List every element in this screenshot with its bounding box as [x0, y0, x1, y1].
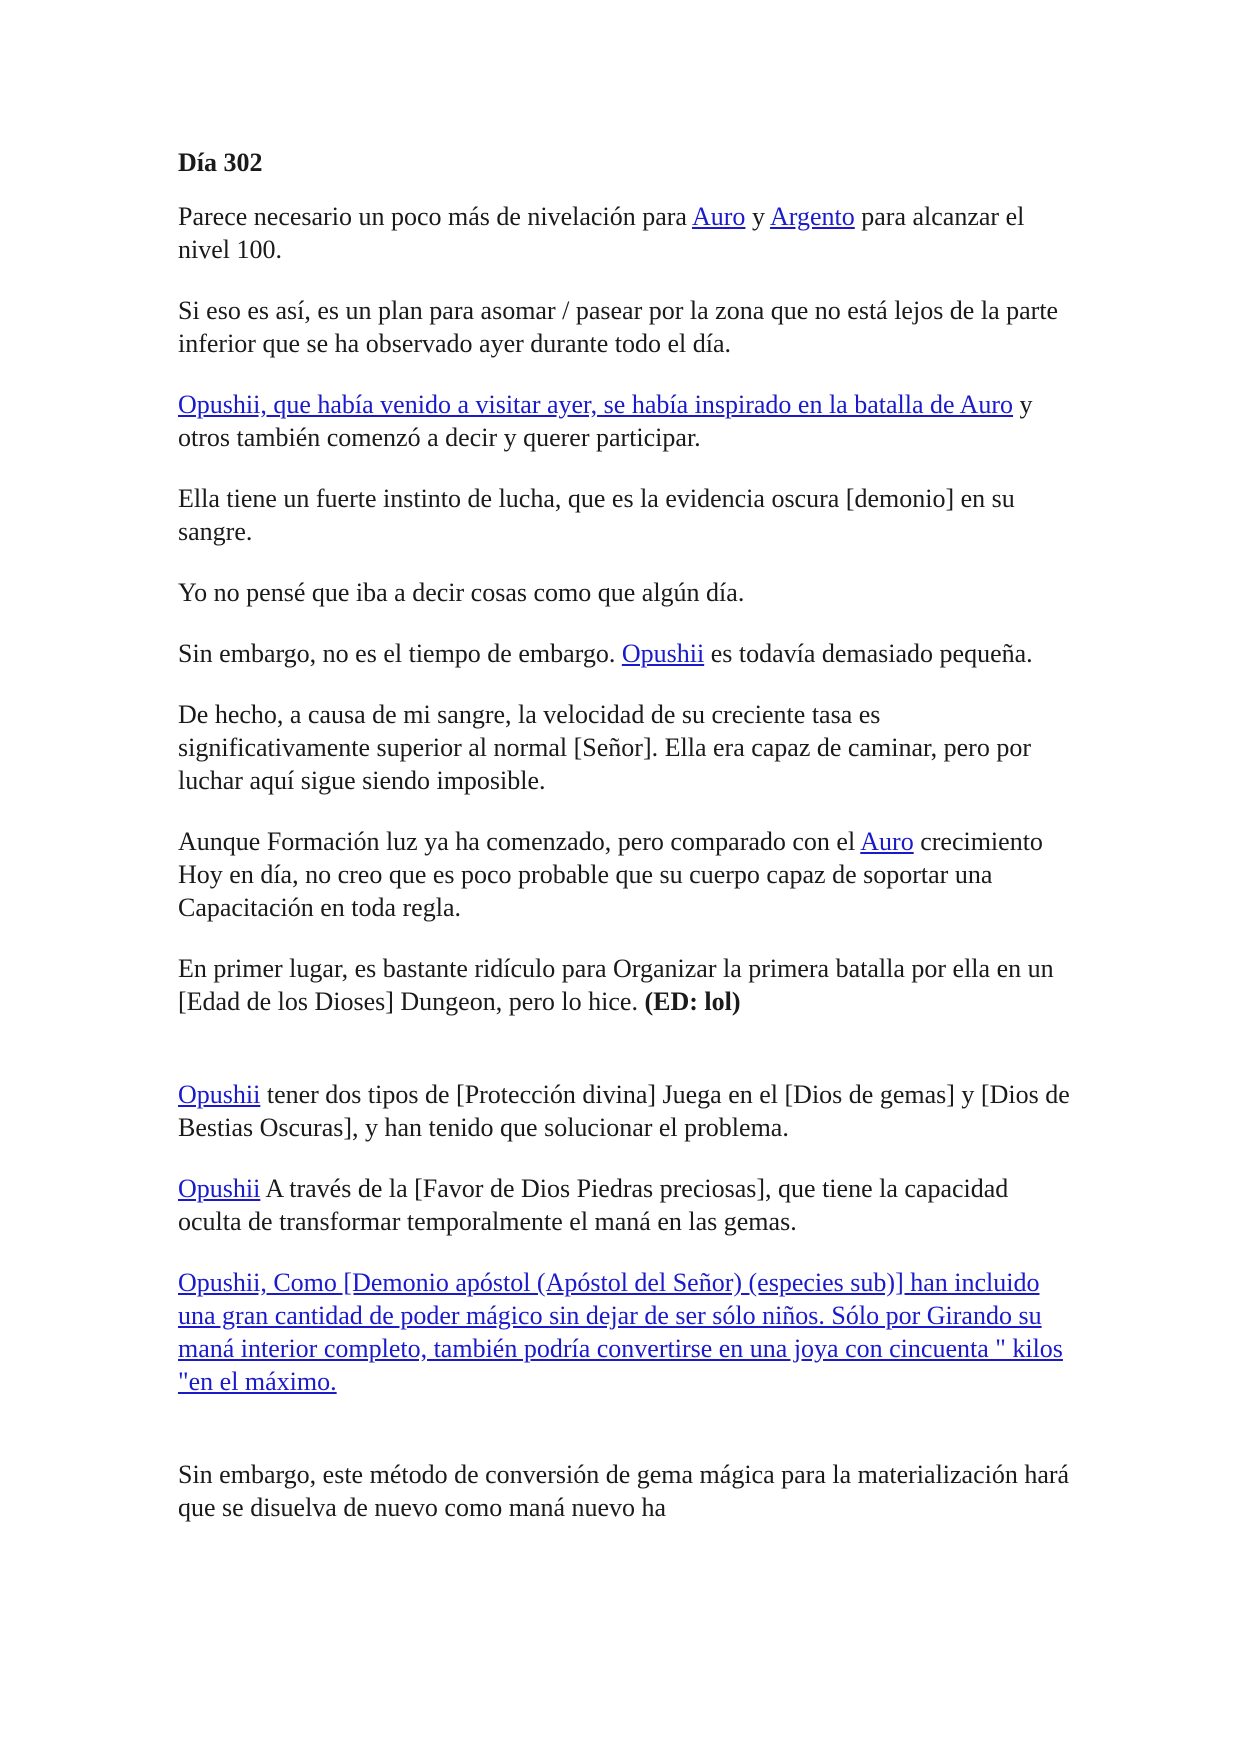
page-title: Día 302 — [178, 148, 263, 177]
link-argento[interactable]: Argento — [770, 202, 855, 231]
paragraph-text: crecimiento Hoy en día, no creo que es poco probable que su cuerpo capaz de soportar una Capacitación en toda regla. — [178, 827, 1043, 922]
paragraph-text: De hecho, a causa de mi sangre, la velocidad de su creciente tasa es significativamente superior al normal [Señor]. Ella era capaz de caminar, pero por luchar aquí sigue siendo imposible. — [178, 700, 1031, 795]
paragraph-6 — [178, 637, 1078, 670]
paragraph-text: Sin embargo, no es el tiempo de embargo. — [178, 639, 622, 668]
paragraph-9 — [178, 952, 1078, 1018]
paragraph-text: Parece necesario un poco más de nivelación para — [178, 202, 692, 231]
link-opushii[interactable]: Opushii — [178, 1080, 261, 1109]
paragraph-8 — [178, 825, 1078, 924]
paragraph-1 — [178, 200, 1078, 266]
document-page — [178, 146, 1078, 1552]
paragraph-13 — [178, 1458, 1078, 1524]
link-auro[interactable]: Auro — [692, 202, 746, 231]
link-auro[interactable]: Auro — [860, 827, 914, 856]
paragraph-text: Yo no pensé que iba a decir cosas como que algún día. — [178, 578, 745, 607]
paragraph-text: Ella tiene un fuerte instinto de lucha, que es la evidencia oscura [demonio] en su sangre. — [178, 484, 1015, 546]
paragraph-text: Sin embargo, este método de conversión de gema mágica para la materialización hará que se disuelva de nuevo como maná nuevo ha — [178, 1460, 1070, 1522]
paragraph-text: Si eso es así, es un plan para asomar / pasear por la zona que no está lejos de la parte inferior que se ha observado ayer durante todo el día. — [178, 296, 1059, 358]
link-opushii[interactable]: Opushii — [621, 639, 705, 668]
link-opushii-visit[interactable]: Opushii, que había venido a visitar ayer, se había inspirado en la batalla de Auro — [178, 390, 1014, 419]
paragraph-text: y otros también comenzó a decir y querer participar. — [178, 390, 1033, 452]
paragraph-text: Aunque Formación luz ya ha comenzado, pero comparado con el — [178, 827, 861, 856]
paragraph-5 — [178, 576, 1078, 609]
link-opushii-demon-apostle[interactable]: Opushii, Como [Demonio apóstol (Apóstol del Señor) (especies sub)] han incluido una gran cantidad de poder mágico sin dejar de ser sólo niños. Sólo por Girando su maná interior completo, también podría convertirse en una joya con cincuenta " kilos "en el máximo. — [178, 1268, 1063, 1396]
paragraph-3 — [178, 388, 1078, 454]
paragraph-11 — [178, 1172, 1078, 1238]
paragraph-12 — [178, 1266, 1078, 1398]
paragraph-2 — [178, 294, 1078, 360]
editor-note: (ED: lol) — [644, 987, 741, 1016]
paragraph-text: para alcanzar el nivel 100. — [178, 202, 1025, 264]
paragraph-10 — [178, 1078, 1078, 1144]
paragraph-4 — [178, 482, 1078, 548]
paragraph-7 — [178, 698, 1078, 797]
link-opushii[interactable]: Opushii — [178, 1174, 261, 1203]
paragraph-text: A través de la [Favor de Dios Piedras preciosas], que tiene la capacidad oculta de transformar temporalmente el maná en las gemas. — [178, 1174, 1009, 1236]
paragraph-text: En primer lugar, es bastante ridículo para Organizar la primera batalla por ella en un [Edad de los Dioses] Dungeon, pero lo hice. — [178, 954, 1054, 1016]
paragraph-text: tener dos tipos de [Protección divina] Juega en el [Dios de gemas] y [Dios de Bestias Oscuras], y han tenido que solucionar el problema. — [178, 1080, 1070, 1142]
paragraph-text: y — [745, 202, 771, 231]
paragraph-text: es todavía demasiado pequeña. — [704, 639, 1033, 668]
